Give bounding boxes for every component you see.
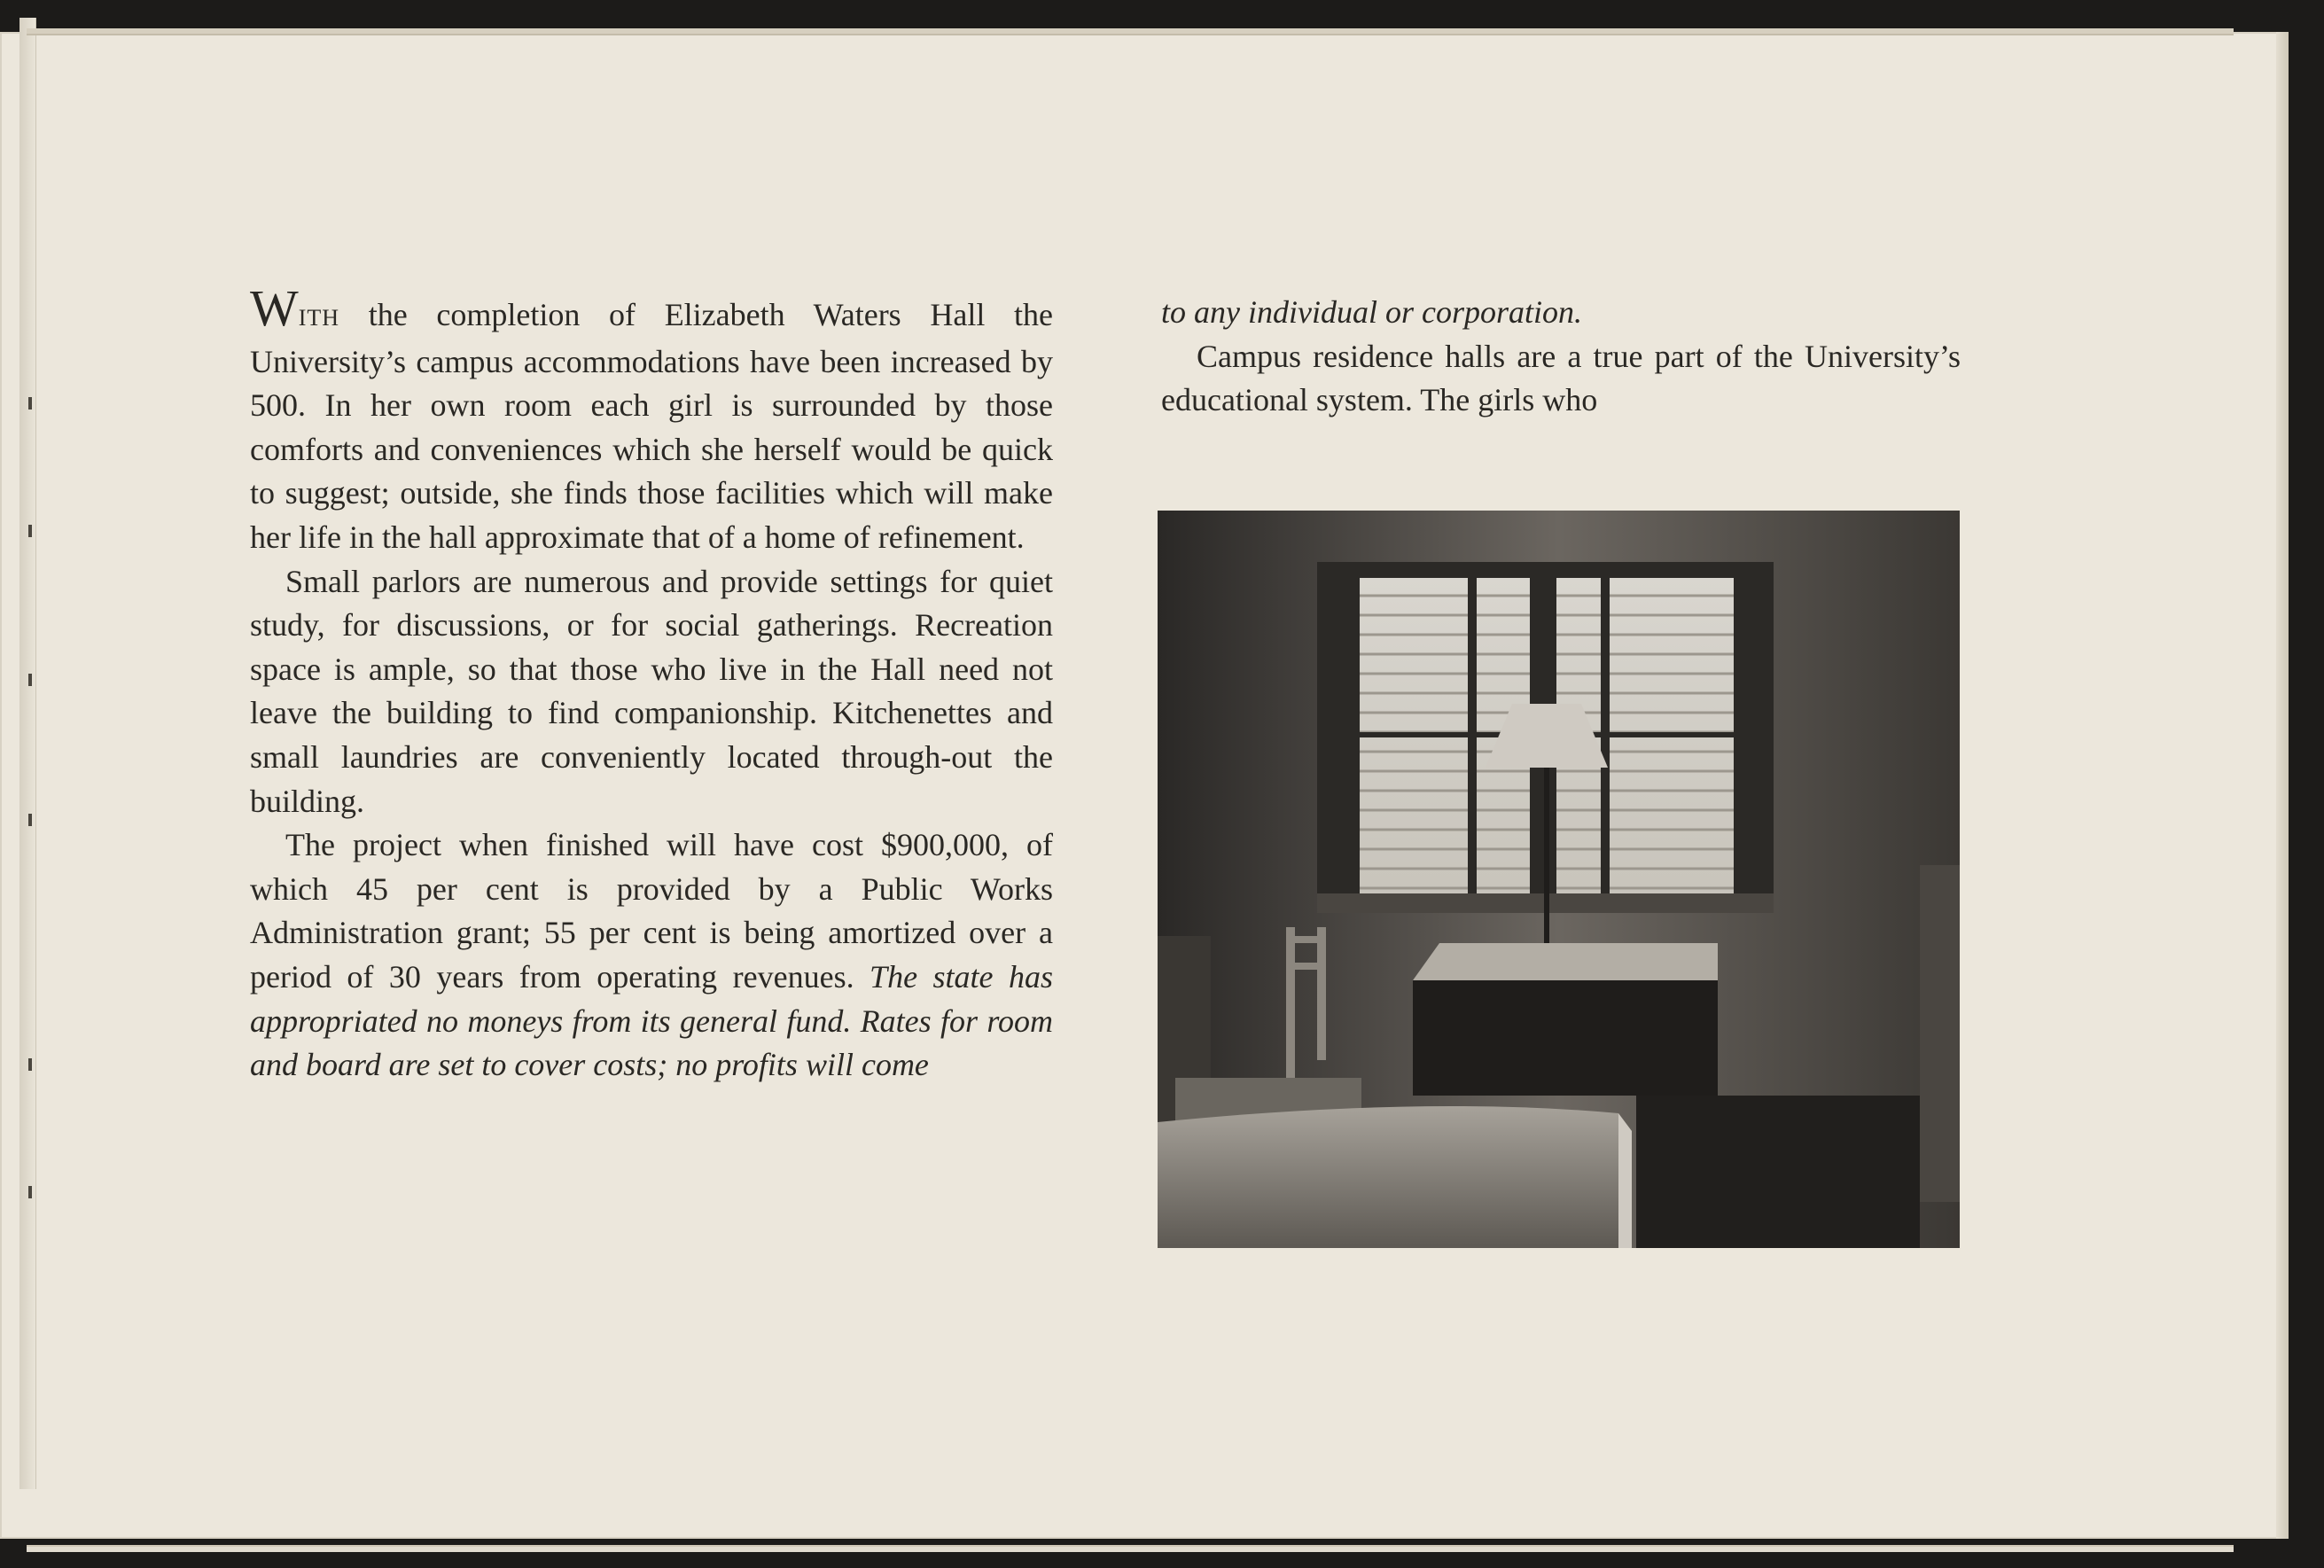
paragraph-3-italic: The state has appropriated no moneys from its general fund. Rates for room and board are set to cover costs; no profits will come (250, 958, 1053, 1083)
paragraph-4: Campus residence halls are a true part of the University’s educational system. The girls who (1161, 338, 1961, 418)
binding-stitch (28, 814, 32, 826)
paragraph-3-text: The project when finished will have cost $900,000, of which 45 per cent is provided by a Public Works Administration grant; 55 per cent is being amortized over a period of 30 years from operating revenues. (250, 827, 1053, 995)
binding-stitch (28, 674, 32, 686)
drop-cap: W (250, 279, 299, 337)
paragraph-1-text: the completion of Elizabeth Waters Hall the University’s campus accommodations have been increased by 500. In her own room each girl is surrounded by those comforts and conveniences which she herself would be quick to suggest; outside, she finds those facilities which will make her life in the hall approximate that of a home of refinement. (250, 297, 1053, 555)
dorm-room-photo (1158, 511, 1960, 1248)
binding-stitch (28, 1058, 32, 1071)
paragraph-2: Small parlors are numerous and provide settings for quiet study, for discussions, or for social gatherings. Recreation space is ample, so that those who live in the Hall need not leave the building to find companionship. Kitchenettes and small laundries are conveniently located through-out the building. (250, 563, 1053, 819)
continued-italic-line: to any individual or corporation. (1161, 294, 1582, 330)
binding-gutter (19, 18, 36, 1489)
binding-stitch (28, 397, 32, 410)
page-edge-bottom (27, 1545, 2234, 1552)
page-right-edge (2276, 32, 2289, 1539)
paragraph-1 (250, 279, 1053, 560)
small-caps-lead: ITH (298, 305, 340, 331)
binding-stitch (28, 1186, 32, 1198)
page-edge-top (27, 28, 2234, 35)
binding-stitch (28, 525, 32, 537)
paragraph-3 (250, 823, 1053, 1088)
left-text-column (250, 279, 1053, 1088)
right-text-column (1161, 291, 1961, 423)
dorm-room-illustration (1158, 511, 1960, 1248)
